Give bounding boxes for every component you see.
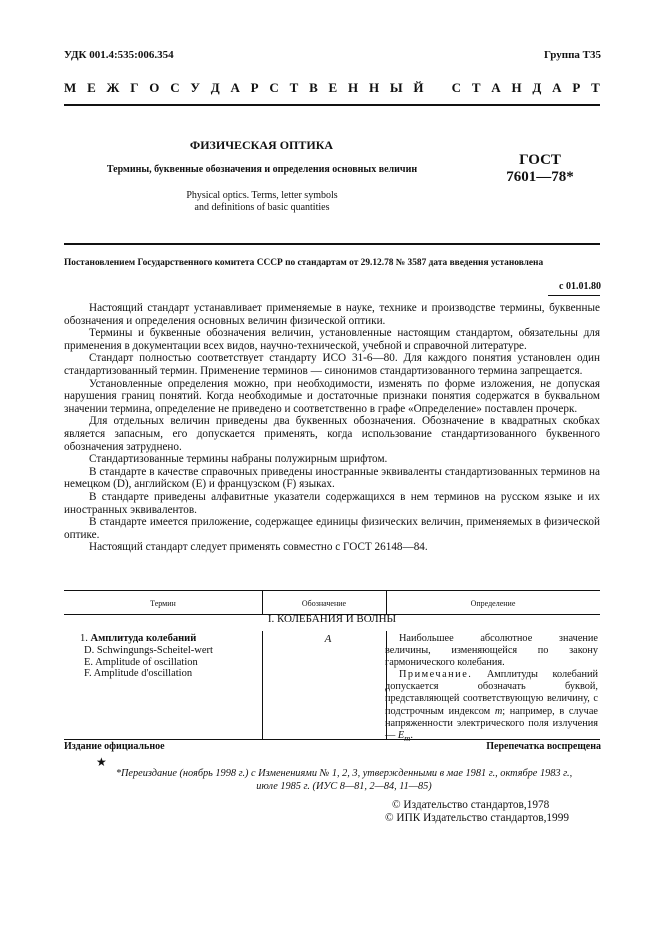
intro-paragraph: Установленные определения можно, при необходимости, изменять по форме изложения, не допуская нарушения границ понятий. Когда необходимые и достаточные признаки понятия содержатся в буквальном значении термина, определение не приведено и соответственно в графе «Определение» поставлен прочерк.: [64, 377, 600, 415]
term-symbol: A: [324, 633, 332, 645]
section-heading: I. КОЛЕБАНИЯ И ВОЛНЫ: [267, 613, 397, 625]
column-divider: [262, 631, 263, 739]
definition-text: Наибольшее абсолютное значение величины, изменяющейся по закону гармонического колебания.: [385, 633, 598, 669]
reissue-note: [64, 768, 624, 793]
gost-code: 7601—78*: [506, 169, 574, 185]
english-title-line-2: and definitions of basic quantities: [194, 202, 330, 213]
reissue-line-2: июле 1985 г. (ИУС 8—81, 2—84, 11—85): [256, 780, 432, 792]
gost-label: ГОСТ: [519, 152, 561, 168]
note-tail: ; например, в случае напряженности электрического поля излучения —: [385, 705, 599, 741]
term-ru: [80, 633, 196, 645]
intro-paragraph: Стандарт полностью соответствует стандарту ИСО 31-6—80. Для каждого понятия установлен один стандартизованный термин. Применение терминов — синонимов стандартизованного термина запрещается.: [64, 352, 600, 377]
term-name: Амплитуда колебаний: [90, 633, 197, 644]
reissue-line-1: *Переиздание (ноябрь 1998 г.) с Изменениями № 1, 2, 3, утвержденными в мае 1981 г., октябре 1983 г.,: [115, 768, 573, 779]
column-header-term: Термин: [150, 599, 176, 608]
term-definition: [385, 633, 598, 744]
english-title-line-1: Physical optics. Terms, letter symbols: [186, 190, 338, 201]
reprint-prohibited: Перепечатка воспрещена: [486, 741, 601, 752]
intro-paragraph: В стандарте в качестве справочных приведены иностранные эквиваленты стандартизованных терминов на немецком (D), английском (Е) и французском (F) языках.: [64, 465, 600, 491]
intro-paragraph: В стандарте имеется приложение, содержащее единицы физических величин, применяемых в физической оптике.: [64, 516, 600, 541]
copyright-1978: © Издательство стандартов,1978: [392, 799, 550, 811]
copyright-1999: © ИПК Издательство стандартов,1999: [385, 812, 569, 824]
column-header-definition: Определение: [470, 599, 516, 608]
term-de: D. Schwingungs-Scheitel-wert: [84, 645, 213, 656]
interstate-standard-heading: М Е Ж Г О С У Д А Р С Т В Е Н Н Ы Й С Т А Н Д А Р Т: [64, 80, 600, 95]
term-number: 1.: [80, 633, 88, 644]
note-end: .: [410, 729, 413, 741]
definition-note: [385, 669, 598, 744]
date-underline: [548, 295, 600, 296]
star-mark: ★: [96, 755, 107, 769]
note-index: m: [494, 705, 503, 717]
intro-paragraph: Настоящий стандарт следует применять совместно с ГОСТ 26148—84.: [89, 541, 428, 554]
column-header-symbol: Обозначение: [301, 599, 347, 608]
note-formula-index: m: [404, 732, 411, 743]
udk-code: УДК 001.4:535:006.354: [64, 49, 174, 61]
title-rule: [64, 243, 600, 245]
intro-paragraph: Для отдельных величин приведены два буквенных обозначения. Обозначение в квадратных скобках является запасным, его допускается применять, когда использование стандартизованного буквенного обозначения затруднено.: [64, 415, 600, 453]
effective-date: с 01.01.80: [559, 281, 601, 292]
term-fr: F. Amplitude d'oscillation: [84, 668, 193, 679]
intro-paragraph: Стандартизованные термины набраны полужирным шрифтом.: [89, 453, 388, 466]
term-en: E. Amplitude of oscillation: [84, 657, 198, 668]
top-rule: [64, 104, 600, 106]
group-code: Группа Т35: [543, 49, 601, 61]
gost-number: [480, 152, 600, 186]
document-subtitle: Термины, буквенные обозначения и определения основных величин: [106, 164, 418, 175]
intro-paragraph: В стандарте приведены алфавитные указатели содержащихся в нем терминов на русском языке и их иностранных эквивалентов.: [64, 490, 600, 516]
note-formula: E: [397, 729, 405, 741]
note-label: Примечание.: [399, 669, 473, 681]
intro-paragraph: Настоящий стандарт устанавливает применяемые в науке, технике и производстве термины, буквенные обозначения и определения основных величин физической оптики.: [64, 302, 600, 327]
official-edition: Издание официальное: [64, 741, 165, 752]
introduction: [64, 302, 600, 554]
decree-text: Постановлением Государственного комитета СССР по стандартам от 29.12.78 № 3587 дата введения установлена: [64, 258, 544, 268]
document-title: ФИЗИЧЕСКАЯ ОПТИКА: [189, 138, 334, 152]
intro-paragraph: Термины и буквенные обозначения величин, установленные настоящим стандартом, обязательны для применения в документации всех видов, научно-технической, учебной и справочной литературе.: [64, 327, 600, 352]
note-text: Амплитуды колебаний допускается обозначать буквой, представляющей соответствующую величину, с подстрочным индексом: [385, 669, 599, 717]
